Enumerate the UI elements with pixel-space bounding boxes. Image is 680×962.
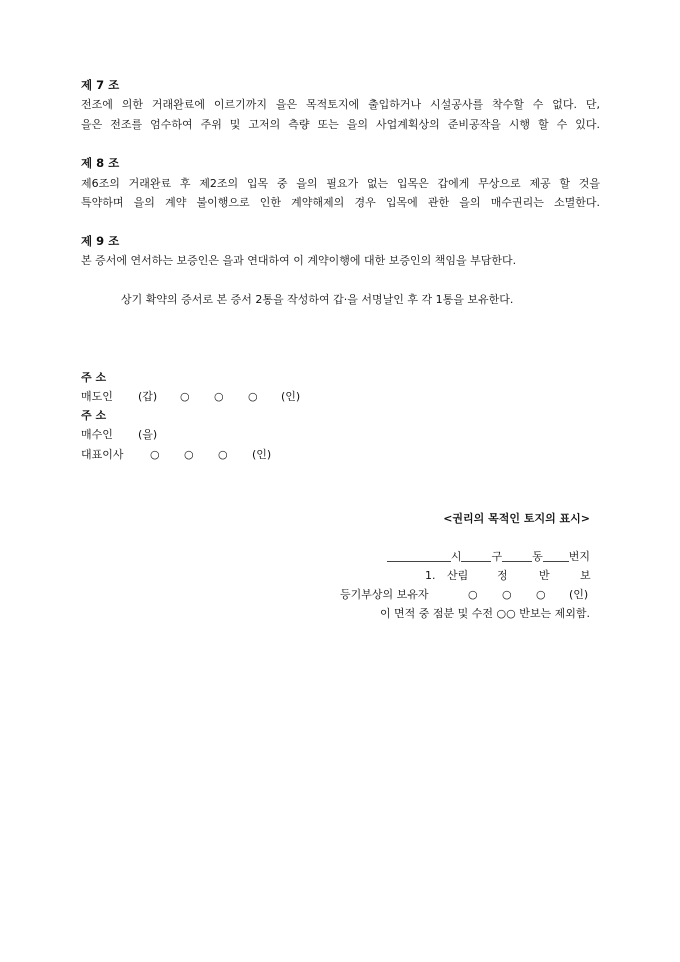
representative-row (81, 448, 272, 461)
buyer-mark-1: ○ (150, 448, 160, 461)
seller-mark-1: ○ (180, 390, 190, 403)
buyer-label: 매수인 (81, 428, 113, 441)
owner-mark-2: ○ (502, 588, 512, 601)
land-unit-ban: 반 (539, 569, 550, 582)
seller-mark-3: ○ (248, 390, 258, 403)
seller-role: (갑) (138, 390, 158, 403)
buyer-mark-2: ○ (184, 448, 194, 461)
buyer-role: (을) (138, 428, 158, 441)
address-gu: 구 (491, 550, 503, 563)
registered-owner-line (340, 589, 590, 601)
blank-district (461, 551, 491, 562)
buyer-seal: (인) (252, 448, 272, 461)
land-unit-bo: 보 (580, 569, 591, 582)
article-9-line-1: 본 증서에 연서하는 보증인은 을과 연대하여 이 계약이행에 대한 보증인의 책임을 부담한다. (81, 254, 517, 267)
blank-bunji (543, 551, 569, 562)
blank-city (387, 551, 451, 562)
article-7-line-2: 을은 전조를 엄수하여 주위 및 고저의 측량 또는 을의 사업계획상의 준비공작을 시행 할 수 있다. (81, 118, 600, 131)
seller-seal: (인) (281, 390, 301, 403)
owner-seal: (인) (569, 588, 589, 601)
address-si: 시 (450, 550, 462, 563)
land-exclusion-note: 이 면적 중 점분 및 수전 ○○ 반보는 제외함. (379, 607, 590, 620)
representative-label: 대표이사 (81, 448, 124, 461)
owner-mark-1: ○ (468, 588, 478, 601)
land-item-line (425, 570, 590, 582)
buyer-row (81, 428, 158, 441)
seller-address-label: 주 소 (81, 371, 107, 384)
address-dong: 동 (532, 550, 543, 563)
seller-label: 매도인 (81, 390, 113, 403)
article-9-title: 제 9 조 (81, 234, 120, 248)
land-item-number: 1. (425, 569, 436, 582)
owner-mark-3: ○ (536, 588, 546, 601)
land-item-type: 산림 (447, 569, 469, 582)
registered-owner-label: 등기부상의 보유자 (340, 588, 429, 601)
address-bunji: 번지 (568, 550, 590, 563)
seller-mark-2: ○ (214, 390, 224, 403)
article-8-title: 제 8 조 (81, 156, 120, 170)
land-section-title: <권리의 목적인 토지의 표시> (443, 512, 590, 525)
article-8-line-1: 제6조의 거래완료 후 제2조의 입목 중 을의 필요가 없는 입목은 갑에게 무상으로 제공 할 것을 (81, 177, 600, 190)
buyer-mark-3: ○ (218, 448, 228, 461)
seller-row (81, 390, 301, 403)
closing-statement: 상기 확약의 증서로 본 증서 2통을 작성하여 갑·을 서명날인 후 각 1통을 보유한다. (121, 293, 514, 306)
land-unit-jeong: 정 (497, 569, 508, 582)
buyer-address-label: 주 소 (81, 409, 107, 422)
article-8-line-2: 특약하며 을의 계약 불이행으로 인한 계약해제의 경우 입목에 관한 을의 매수권리는 소멸한다. (81, 196, 600, 209)
blank-dong (502, 551, 532, 562)
land-address-line (387, 551, 590, 562)
article-7-line-1: 전조에 의한 거래완료에 이르기까지 을은 목적토지에 출입하거나 시설공사를 착수할 수 없다. 단, (81, 98, 600, 111)
article-7-title: 제 7 조 (81, 78, 120, 92)
